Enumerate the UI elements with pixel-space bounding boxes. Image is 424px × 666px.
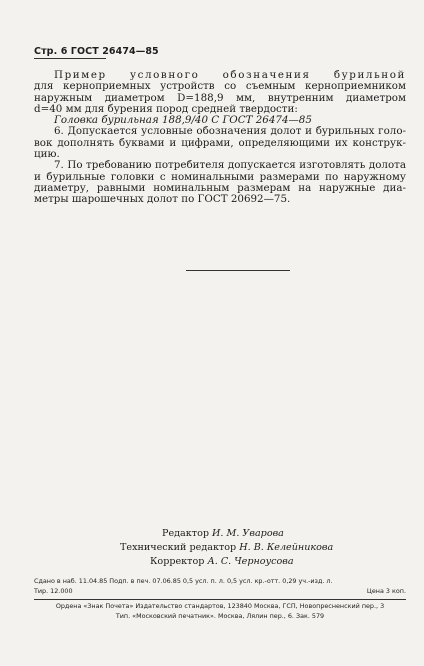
example-line-2: для кернoприемных устройств со съемным кернoприемником bbox=[34, 81, 406, 93]
imprint-block bbox=[34, 577, 406, 621]
credits-block bbox=[120, 527, 400, 569]
section-divider bbox=[186, 270, 290, 271]
tech-editor-label: Технический редактор bbox=[120, 542, 237, 553]
p7-line-4: метры шарошечных долот по ГОСТ 20692—75. bbox=[34, 193, 291, 206]
p7-line-3: диаметру, равными номинальным размерам на наружные диа- bbox=[34, 182, 406, 194]
credit-proofreader bbox=[120, 555, 400, 569]
page-header-text: Стр. 6 ГОСТ 26474—85 bbox=[34, 46, 159, 57]
p6-line-2: вок дополнять буквами и цифрами, определяющими их конструк- bbox=[34, 137, 406, 149]
imprint-circulation: Тир. 12.000 bbox=[34, 586, 73, 595]
body-text bbox=[34, 70, 406, 206]
imprint-line-1: Сдано в наб. 11.04.85 Подп. в печ. 07.06.85 0,5 усл. п. л. 0,5 усл. кр.-отт. 0,29 уч.-изд. л. bbox=[34, 577, 333, 585]
example-line-1: Пример условного обозначения бурильной bbox=[54, 70, 406, 81]
imprint-run-price bbox=[34, 587, 406, 597]
example-line-4: d=40 мм для бурения пород средней твердости: bbox=[34, 102, 298, 115]
imprint-divider bbox=[34, 599, 406, 600]
p6-line-3: цию. bbox=[34, 148, 60, 161]
imprint-printer: Тип. «Московский печатник». Москва, Лялин пер., 6. Зак. 579 bbox=[115, 611, 325, 620]
header-underline bbox=[34, 58, 106, 59]
imprint-print-details bbox=[34, 577, 406, 587]
p6-line-1: 6. Допускается условные обозначения долот и бурильных голо- bbox=[54, 126, 406, 138]
page-header bbox=[34, 46, 159, 57]
editor-name: И. М. Уварова bbox=[212, 528, 284, 539]
editor-label: Редактор bbox=[162, 528, 209, 539]
proofreader-name: А. С. Черноусова bbox=[207, 556, 294, 567]
imprint-publisher: Ордена «Знак Почета» Издательство стандартов, 123840 Москва, ГСП, Новопресненский пер., 3 bbox=[55, 602, 385, 610]
credit-editor bbox=[120, 527, 400, 541]
tech-editor-name: Н. В. Келейникова bbox=[239, 542, 334, 553]
proofreader-label: Корректор bbox=[150, 556, 205, 567]
p7-line-2: и бурильные головки с номинальными размерами по наружному bbox=[34, 171, 406, 183]
credit-tech-editor bbox=[120, 541, 400, 555]
p7-line-1: 7. По требованию потребителя допускается изготовлять долота bbox=[54, 160, 406, 172]
example-designation: Головка бурильная 188,9/40 С ГОСТ 26474—85 bbox=[54, 114, 312, 127]
example-line-3: наружным диаметром D=188,9 мм, внутренним диаметром bbox=[34, 92, 406, 104]
imprint-price: Цена 3 коп. bbox=[366, 586, 406, 595]
